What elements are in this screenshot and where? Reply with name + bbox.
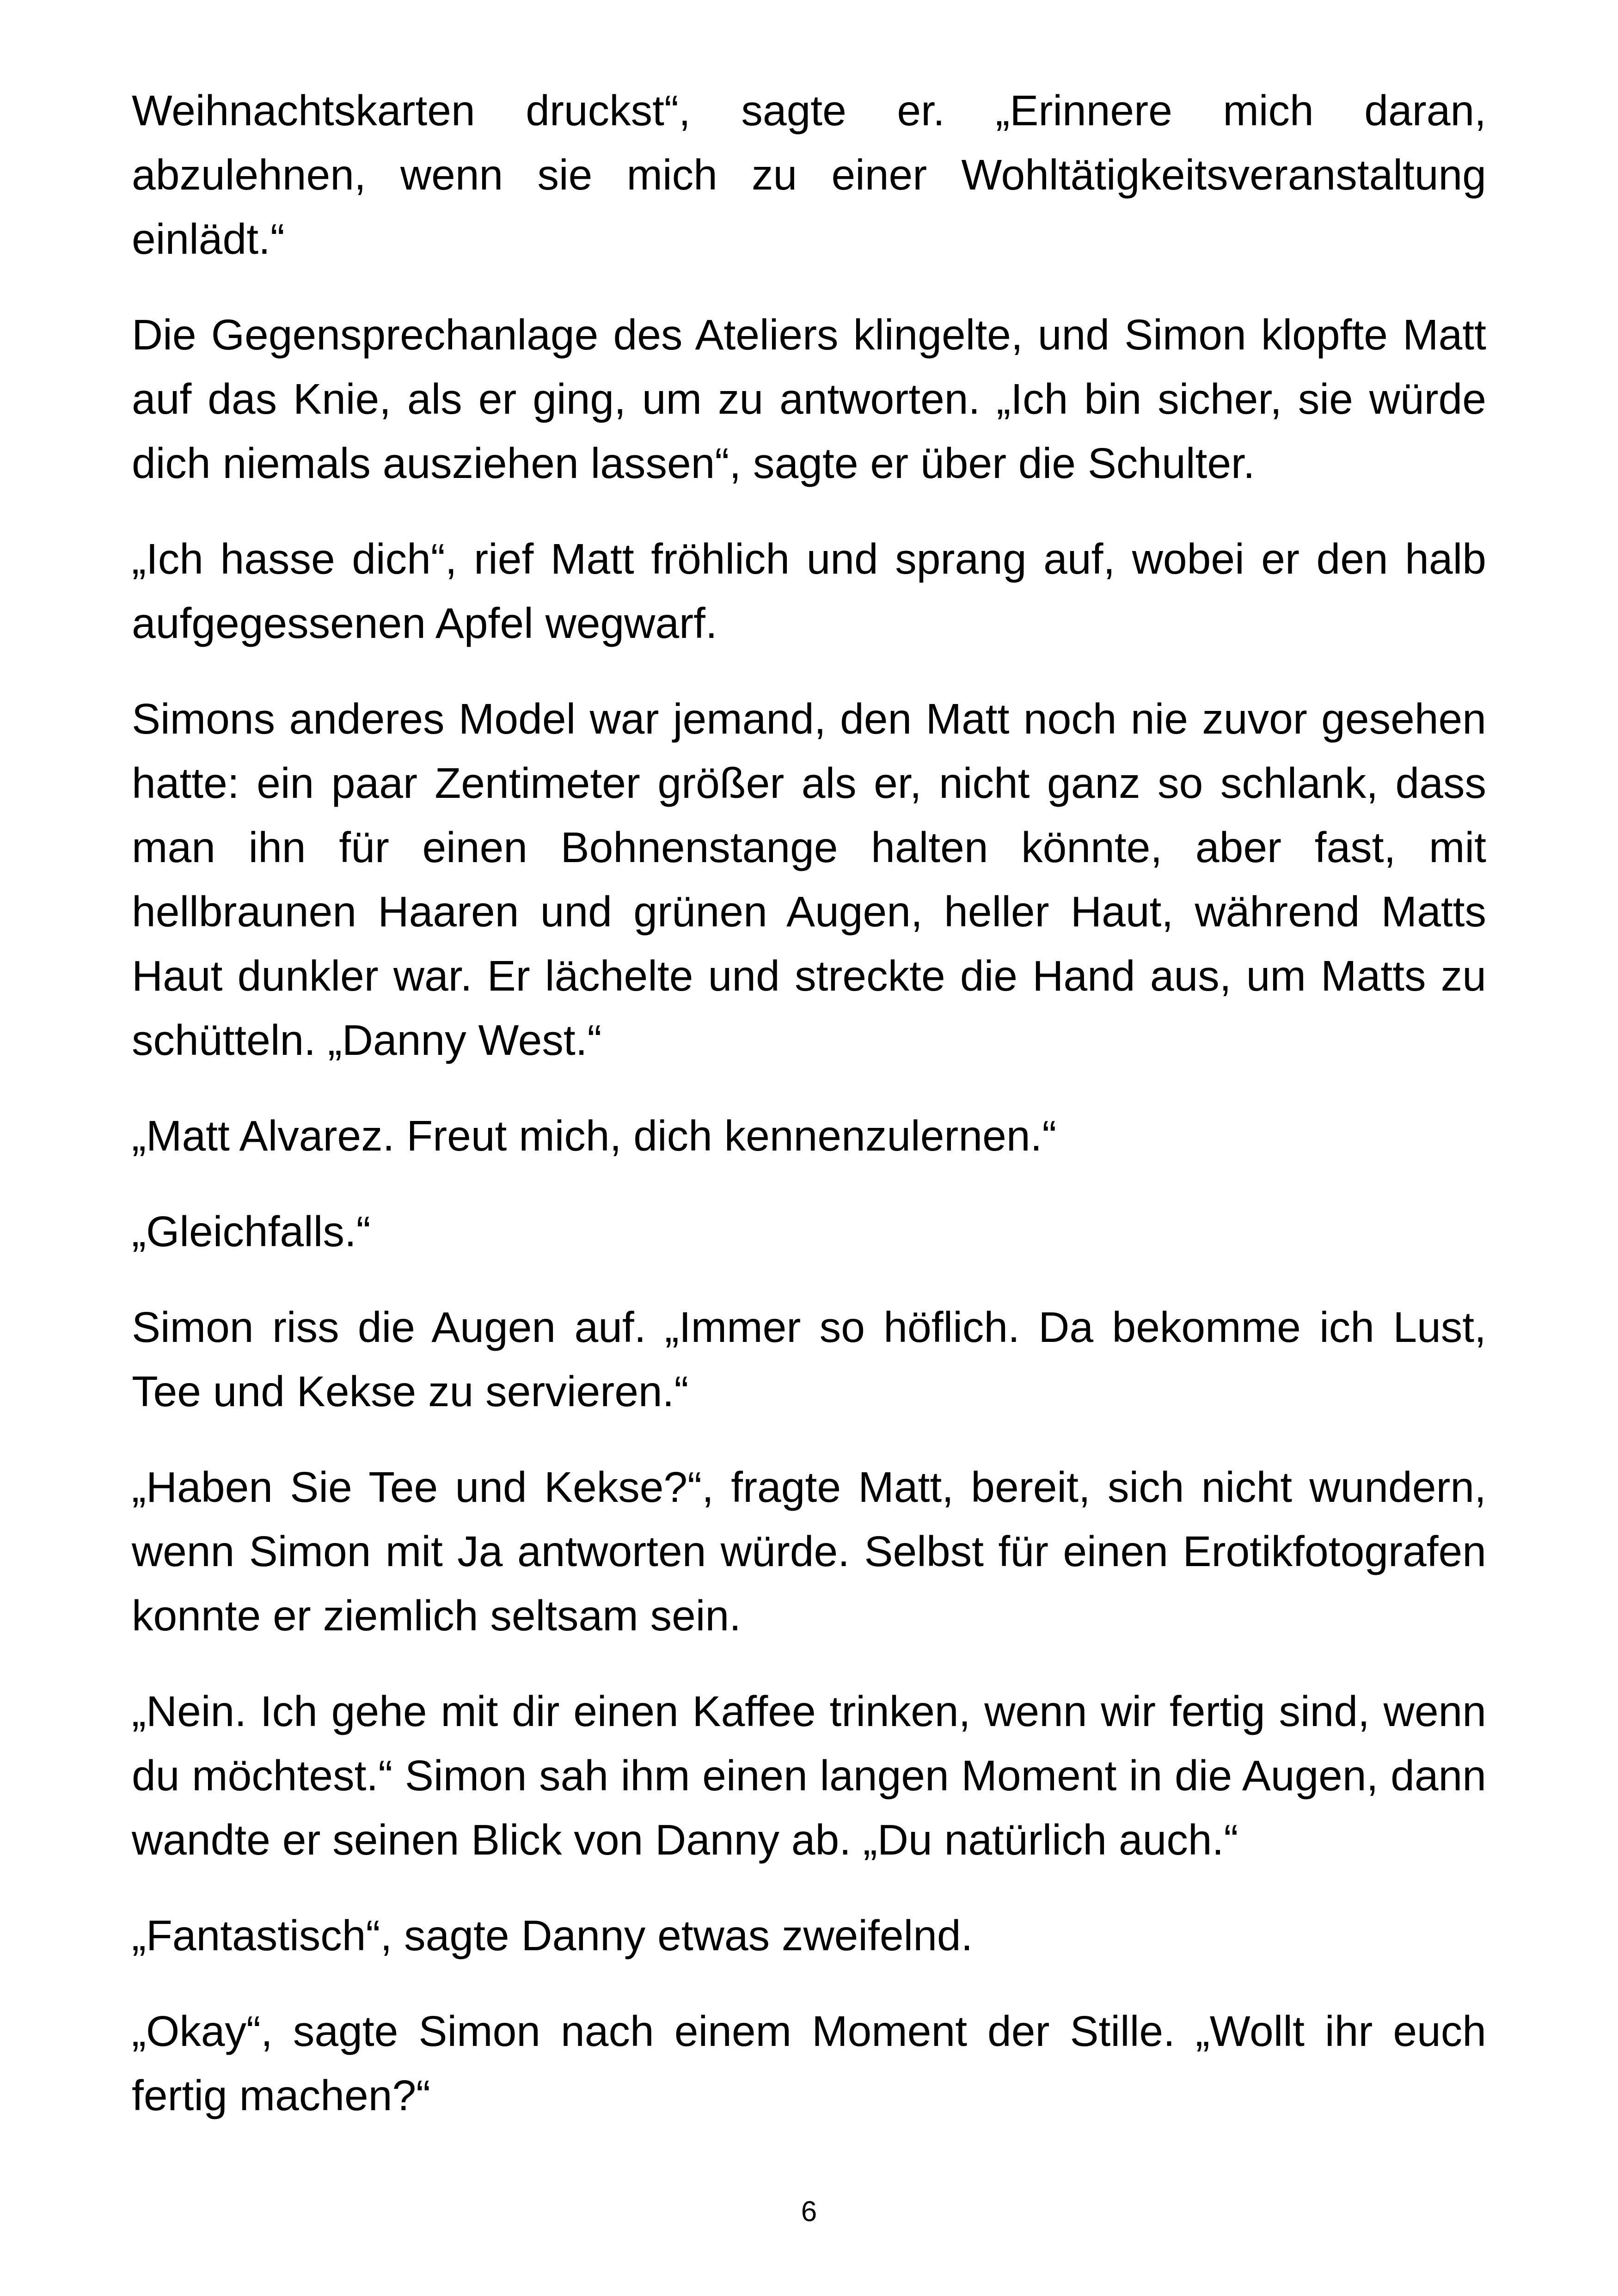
paragraph-9: „Nein. Ich gehe mit dir einen Kaffee trinken, wenn wir fertig sind, wenn du möchtest.“ Simon sah ihm einen langen Moment in die Augen, dann wandte er seinen Blick von Danny ab. „Du natürlich auch.“ [132,1687,1486,1864]
paragraph-11: „Okay“, sagte Simon nach einem Moment der Stille. „Wollt ihr euch fertig machen?“ [132,2007,1486,2119]
paragraph-7: Simon riss die Augen auf. „Immer so höflich. Da bekomme ich Lust, Tee und Kekse zu servieren.“ [132,1303,1486,1415]
page-body [132,79,1486,2159]
paragraph-4: Simons anderes Model war jemand, den Matt noch nie zuvor gesehen hatte: ein paar Zentimeter größer als er, nicht ganz so schlank, dass man ihn für einen Bohnenstange halten könnte, aber fast, mit hellbraunen Haaren und grünen Augen, heller Haut, während Matts Haut dunkler war. Er lächelte und streckte die Hand aus, um Matts zu schütteln. „Danny West.“ [132,695,1486,1064]
paragraph-3: „Ich hasse dich“, rief Matt fröhlich und sprang auf, wobei er den halb aufgegessenen Apfel wegwarf. [132,535,1486,647]
paragraph-2: Die Gegensprechanlage des Ateliers klingelte, und Simon klopfte Matt auf das Knie, als er ging, um zu antworten. „Ich bin sicher, sie würde dich niemals ausziehen lassen“, sagte er über die Schulter. [132,311,1486,487]
paragraph-5: „Matt Alvarez. Freut mich, dich kennenzulernen.“ [132,1112,1057,1160]
paragraph-1: Weihnachtskarten druckst“, sagte er. „Erinnere mich daran, abzulehnen, wenn sie mich zu einer Wohltätigkeitsveranstaltung einlädt.“ [132,86,1486,263]
page-number: 6 [801,2196,817,2228]
paragraph-6: „Gleichfalls.“ [132,1207,371,1255]
paragraph-10: „Fantastisch“, sagte Danny etwas zweifelnd. [132,1911,973,1959]
paragraph-8: „Haben Sie Tee und Kekse?“, fragte Matt, bereit, sich nicht wundern, wenn Simon mit Ja antworten würde. Selbst für einen Erotikfotografen konnte er ziemlich seltsam sein. [132,1463,1486,1640]
